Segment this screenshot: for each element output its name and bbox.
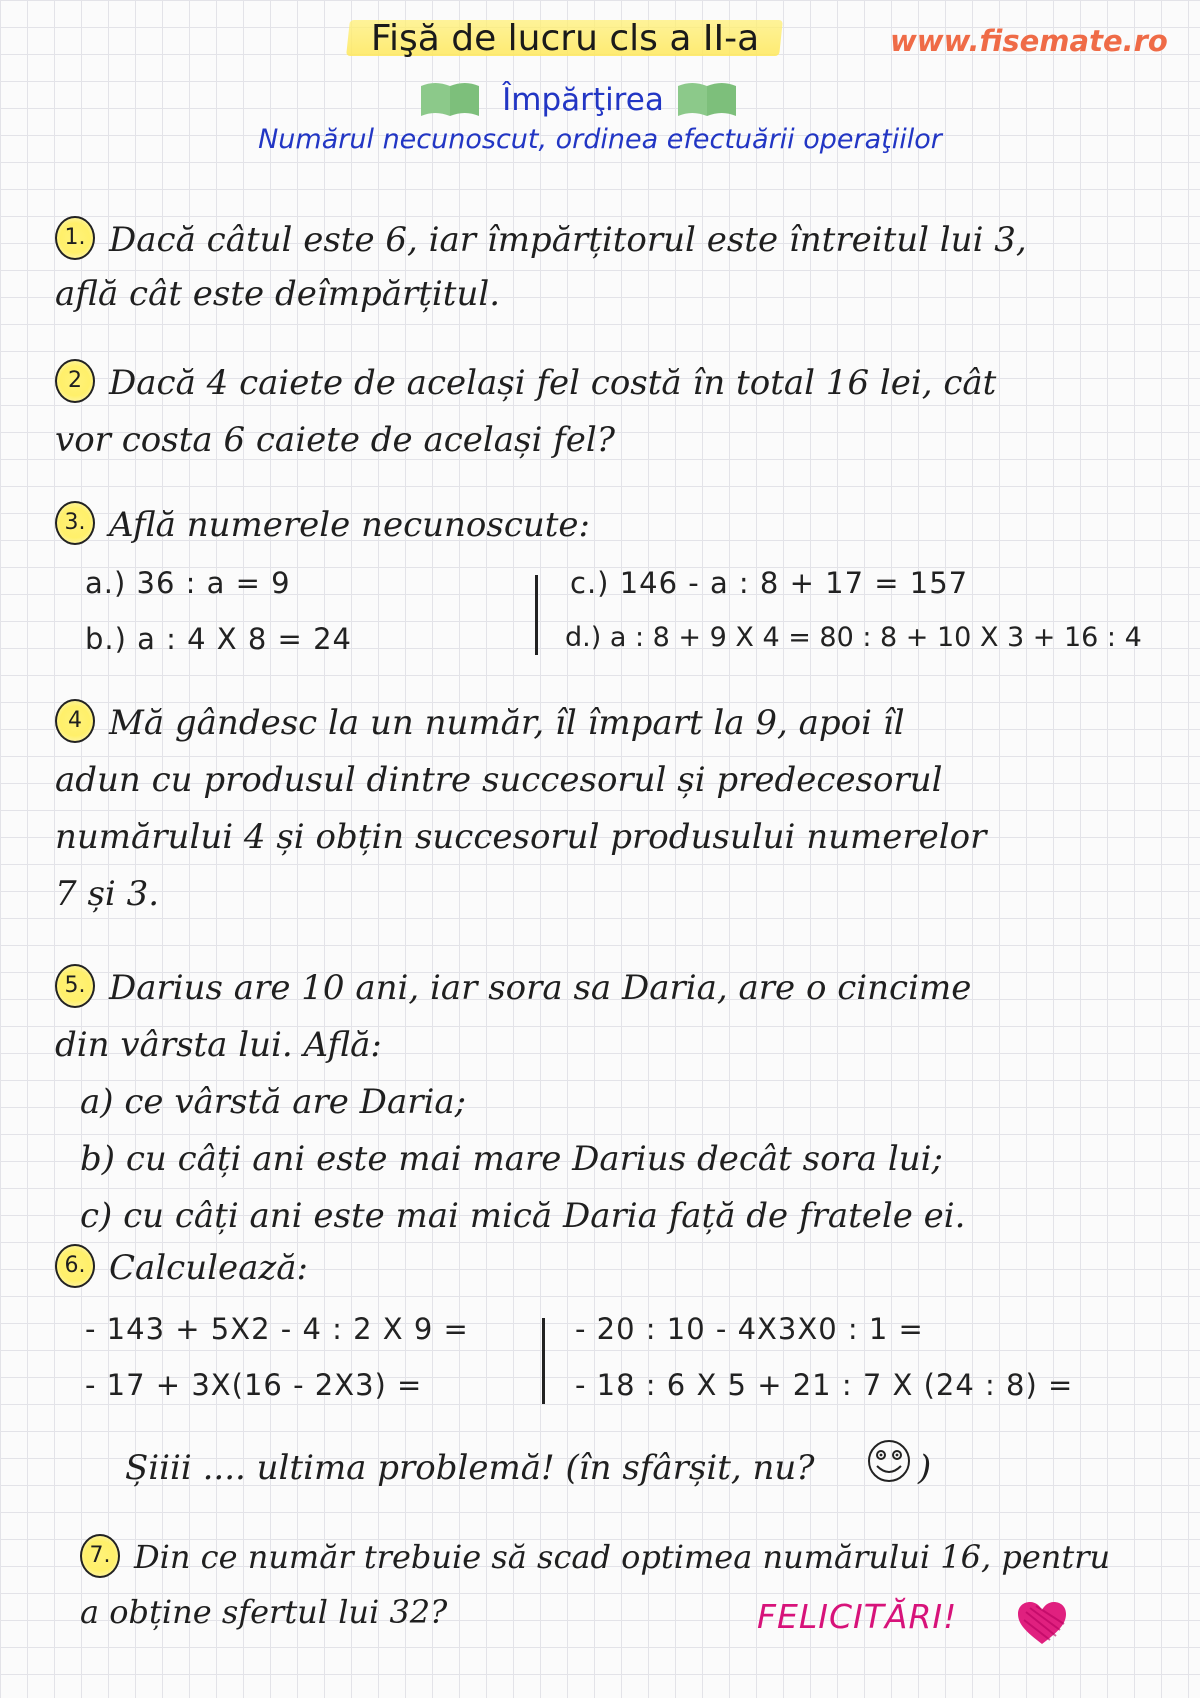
problem-intro: Află numerele necunoscute: [109,505,590,545]
equation-c: c.) 146 - a : 8 + 17 = 157 [570,566,969,600]
transition-text: Șiiii .... ultima problemă! (în sfârșit, nu? [125,1448,815,1488]
open-book-icon [419,80,481,118]
heart-icon [1016,1600,1068,1646]
equation-a: a.) 36 : a = 9 [85,566,291,600]
problem-text-line: află cât este deîmpărțitul. [55,274,501,314]
sub-question-b: b) cu câți ani este mai mare Darius decât sora lui; [80,1139,943,1179]
problem-3 [55,497,590,554]
problem-number-badge: 7. [80,1534,120,1578]
page-title: Fişă de lucru cls a II-a [370,18,760,59]
smiley-face-icon [866,1438,912,1484]
problem-1 [55,212,1027,323]
problem-text-line: Mă gândesc la un număr, îl împart la 9, apoi îl [109,703,905,743]
problem-2 [55,355,996,469]
problem-5 [55,960,971,1245]
expression-1: - 143 + 5X2 - 4 : 2 X 9 = [85,1312,469,1346]
problem-text-line: Din ce număr trebuie să scad optimea numărului 16, pentru [134,1538,1111,1576]
problem-number-badge: 6. [55,1244,95,1288]
felicitari-text: FELICITĂRI! [757,1597,958,1636]
open-book-icon [676,80,738,118]
sub-question-a: a) ce vârstă are Daria; [80,1082,467,1122]
problem-intro: Calculează: [109,1248,309,1288]
expression-2: - 17 + 3X(16 - 2X3) = [85,1368,423,1402]
problem-number-badge: 3. [55,501,95,545]
page-topic: Numărul necunoscut, ordinea efectuării operaţiilor [258,124,942,155]
problem-number-badge: 4 [55,699,95,743]
expression-3: - 20 : 10 - 4X3X0 : 1 = [575,1312,924,1346]
problem-text-line: Darius are 10 ani, iar sora sa Daria, are o cincime [109,968,972,1008]
equation-b: b.) a : 4 X 8 = 24 [85,622,352,656]
sub-question-c: c) cu câți ani este mai mică Daria față de fratele ei. [80,1196,966,1236]
problem-number-badge: 2 [55,359,95,403]
website-link[interactable]: www.fisemate.ro [890,24,1168,58]
page-subtitle: Împărţirea [502,82,664,118]
problem-text-line: vor costa 6 caiete de același fel? [55,420,615,460]
problem-text-line: Dacă câtul este 6, iar împărțitorul este întreitul lui 3, [109,220,1027,260]
problem-4 [55,695,986,923]
problem-text-line: 7 și 3. [55,874,160,914]
problem-text-line: Dacă 4 caiete de același fel costă în total 16 lei, cât [109,363,997,403]
problem-text-line: din vârsta lui. Află: [55,1025,382,1065]
transition-text-end: ) [918,1448,932,1488]
problem-text-line: adun cu produsul dintre succesorul și predecesorul [55,760,943,800]
problem-number-badge: 1. [55,216,95,260]
column-divider [542,1318,545,1404]
expression-4: - 18 : 6 X 5 + 21 : 7 X (24 : 8) = [575,1368,1074,1402]
problem-number-badge: 5. [55,964,95,1008]
problem-text-line: numărului 4 și obțin succesorul produsului numerelor [55,817,987,857]
problem-text-line: a obține sfertul lui 32? [80,1593,448,1631]
problem-6 [55,1240,308,1297]
column-divider [535,575,538,655]
equation-d: d.) a : 8 + 9 X 4 = 80 : 8 + 10 X 3 + 16 : 4 [565,622,1142,653]
